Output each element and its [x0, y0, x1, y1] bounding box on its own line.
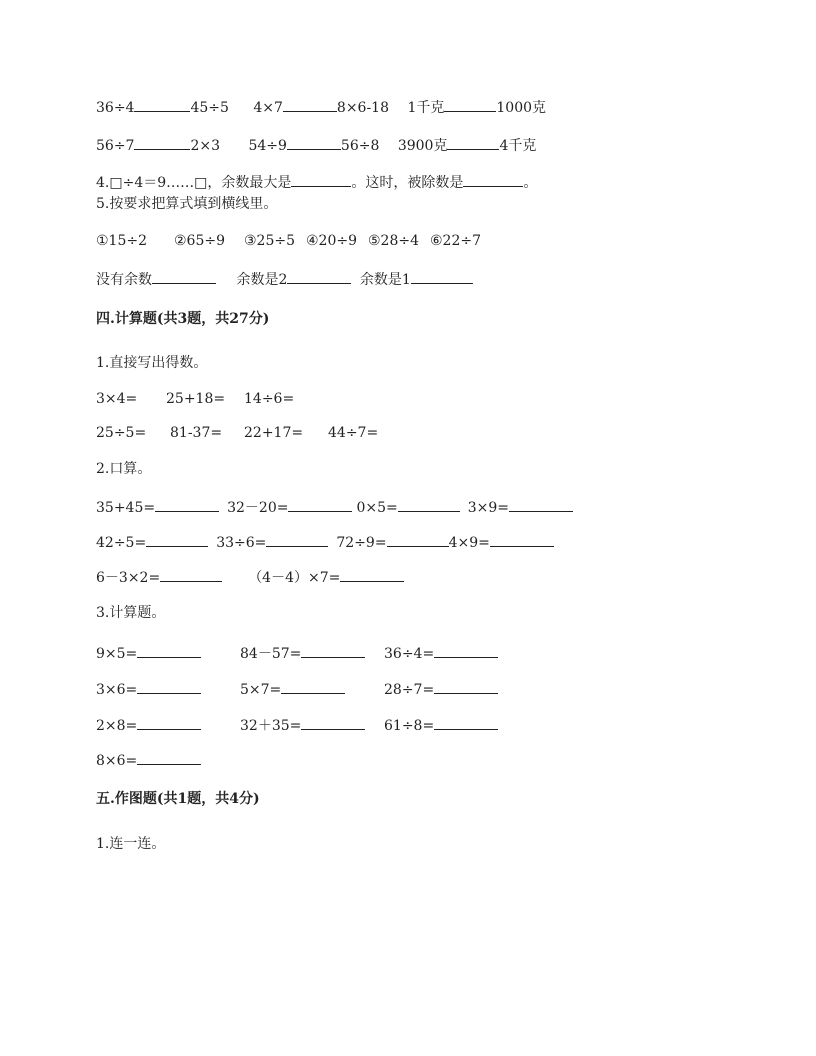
- answer-blank[interactable]: [137, 715, 201, 730]
- expr: 4×7: [253, 100, 283, 116]
- answer-blank[interactable]: [509, 497, 573, 512]
- calc-item: [240, 643, 365, 663]
- expr: 84－57=: [240, 646, 302, 662]
- question-4: [96, 172, 537, 192]
- expr: 14÷6=: [244, 391, 295, 407]
- answer-blank[interactable]: [434, 715, 498, 730]
- expr: 3×6=: [96, 682, 138, 698]
- answer-blank[interactable]: [287, 269, 351, 284]
- expr: 25÷5=: [96, 425, 147, 441]
- answer-blank[interactable]: [137, 750, 201, 765]
- calc-item: [384, 679, 498, 699]
- answer-blank[interactable]: [137, 679, 201, 694]
- calc-item: [240, 679, 345, 699]
- expr: 36÷4=: [384, 646, 435, 662]
- expr: 35+45=: [96, 500, 156, 516]
- s4-q1-row1: [96, 390, 294, 408]
- category-label: 余数是2: [236, 272, 288, 288]
- expr: 81-37=: [170, 425, 223, 441]
- calc-item: [96, 750, 201, 770]
- answer-blank[interactable]: [288, 497, 352, 512]
- expr: 54÷9: [248, 138, 287, 154]
- answer-blank[interactable]: [434, 643, 498, 658]
- expr: 2×8=: [96, 718, 138, 734]
- answer-blank[interactable]: [266, 532, 328, 547]
- expr: 6－3×2=: [96, 570, 161, 586]
- answer-blank[interactable]: [291, 172, 351, 187]
- question-5-items: [96, 232, 481, 250]
- answer-blank[interactable]: [301, 715, 365, 730]
- expr: 0×5=: [356, 500, 398, 516]
- answer-blank[interactable]: [490, 532, 554, 547]
- expr: 4×9=: [448, 535, 490, 551]
- s4-q2-row2: [96, 532, 554, 552]
- answer-blank[interactable]: [283, 97, 337, 112]
- expr: 44÷7=: [328, 425, 379, 441]
- s4-q2-row3: [96, 567, 404, 587]
- option-item: ①15÷2: [96, 233, 148, 249]
- option-item: ⑥22÷7: [430, 233, 482, 249]
- answer-blank[interactable]: [287, 135, 341, 150]
- expr: （4－4）×7=: [248, 570, 341, 586]
- s4-q2-row1: [96, 497, 573, 517]
- calc-item: [96, 679, 201, 699]
- answer-blank[interactable]: [137, 643, 201, 658]
- expr: 1千克: [407, 100, 445, 116]
- expr: 3×9=: [467, 500, 510, 516]
- option-item: ⑤28÷4: [368, 233, 420, 249]
- option-item: ②65÷9: [174, 233, 226, 249]
- category-label: 余数是1: [359, 272, 411, 288]
- q4-text: 。: [523, 175, 538, 191]
- category-label: 没有余数: [96, 272, 152, 288]
- s4-q3-title: 3.计算题。: [96, 605, 166, 621]
- expr: 33÷6=: [216, 535, 267, 551]
- answer-blank[interactable]: [411, 269, 473, 284]
- option-item: ③25÷5: [244, 233, 296, 249]
- q4-text: 4.□÷4＝9……□，余数最大是: [96, 175, 292, 191]
- answer-blank[interactable]: [340, 567, 404, 582]
- question-5-blanks: [96, 269, 473, 289]
- answer-blank[interactable]: [155, 497, 219, 512]
- answer-blank[interactable]: [146, 532, 208, 547]
- expr: 9×5=: [96, 646, 138, 662]
- answer-blank[interactable]: [463, 172, 523, 187]
- expr: 42÷5=: [96, 535, 147, 551]
- expr: 3×4=: [96, 391, 138, 407]
- expr: 32－20=: [227, 500, 289, 516]
- answer-blank[interactable]: [398, 497, 460, 512]
- answer-blank[interactable]: [301, 643, 365, 658]
- expr: 61÷8=: [384, 718, 435, 734]
- expr: 25+18=: [166, 391, 226, 407]
- expr: 5×7=: [240, 682, 282, 698]
- expr: 28÷7=: [384, 682, 435, 698]
- option-item: ④20÷9: [306, 233, 358, 249]
- answer-blank[interactable]: [444, 97, 496, 112]
- expr: 3900克: [397, 138, 448, 154]
- expr: 56÷8: [340, 138, 380, 154]
- calc-item: [384, 643, 498, 663]
- answer-blank[interactable]: [434, 679, 498, 694]
- answer-blank[interactable]: [281, 679, 345, 694]
- answer-blank[interactable]: [447, 135, 499, 150]
- expr: 56÷7: [96, 138, 135, 154]
- compare-row-1: [96, 97, 546, 117]
- expr: 45÷5: [190, 100, 229, 116]
- s5-q1-title: 1.连一连。: [96, 836, 166, 852]
- expr: 32＋35=: [240, 718, 302, 734]
- expr: 4千克: [499, 138, 537, 154]
- answer-blank[interactable]: [134, 135, 190, 150]
- s4-q1-title: 1.直接写出得数。: [96, 355, 208, 371]
- calc-item: [240, 715, 365, 735]
- expr: 8×6-18: [336, 100, 389, 116]
- expr: 36÷4: [96, 100, 135, 116]
- expr: 22+17=: [244, 425, 304, 441]
- q5-title: 5.按要求把算式填到横线里。: [96, 196, 278, 212]
- answer-blank[interactable]: [134, 97, 190, 112]
- answer-blank[interactable]: [160, 567, 222, 582]
- expr: 72÷9=: [336, 535, 387, 551]
- q4-text: 。这时，被除数是: [351, 175, 464, 191]
- calc-item: [96, 643, 201, 663]
- expr: 1000克: [496, 100, 547, 116]
- section-5-title: 五.作图题(共1题，共4分): [96, 791, 260, 807]
- expr: 8×6=: [96, 753, 138, 769]
- answer-blank[interactable]: [152, 269, 216, 284]
- section-4-title: 四.计算题(共3题，共27分): [96, 311, 270, 327]
- expr: 2×3: [190, 138, 220, 154]
- s4-q2-title: 2.口算。: [96, 461, 152, 477]
- answer-blank[interactable]: [387, 532, 449, 547]
- calc-item: [384, 715, 498, 735]
- question-5-title: [96, 195, 277, 213]
- calc-item: [96, 715, 201, 735]
- compare-row-2: [96, 135, 536, 155]
- s4-q1-row2: [96, 424, 378, 442]
